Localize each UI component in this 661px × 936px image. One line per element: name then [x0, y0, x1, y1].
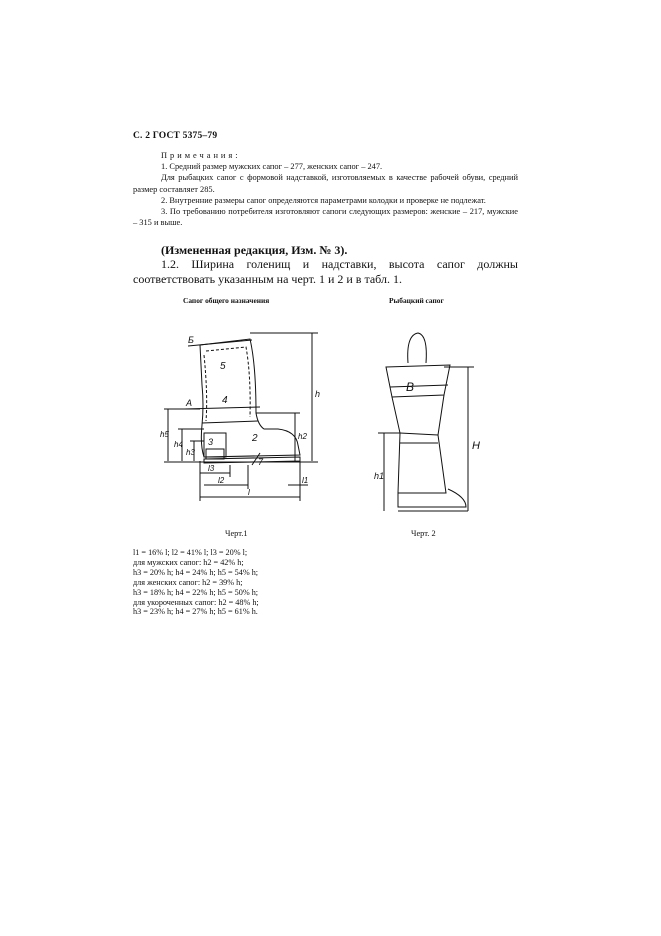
fig1-label-h3: h3 — [186, 448, 195, 457]
fig1-label-h: h — [315, 389, 321, 399]
fig1-label-l2: l2 — [218, 476, 225, 485]
fig1-label-a: А — [186, 398, 193, 408]
fig1-label-h5: h5 — [160, 430, 169, 439]
page-header: С. 2 ГОСТ 5375–79 — [133, 131, 218, 141]
figure1-title: Сапог общего назначения — [183, 296, 270, 305]
formula-block — [133, 548, 393, 617]
fig1-label-3: 3 — [208, 437, 214, 447]
formula-line: для укороченных сапог: h2 = 48% h; — [133, 597, 259, 607]
fig1-label-7: 7 — [258, 457, 264, 467]
figure1-boot-drawing — [160, 325, 330, 510]
formula-line: h3 = 23% h; h4 = 27% h; h5 = 61% h. — [133, 607, 258, 617]
notes-block — [133, 150, 518, 228]
figure2-caption: Черт. 2 — [411, 529, 436, 538]
formula-line: h3 = 20% h; h4 = 24% h; h5 = 54% h; — [133, 567, 259, 577]
fig1-label-h4: h4 — [174, 440, 183, 449]
fig1-label-b: Б — [188, 335, 194, 345]
fig1-label-l: l — [248, 488, 250, 497]
figure2-boot-drawing — [370, 325, 500, 525]
formula-line: l1 = 16% l; l2 = 41% l; l3 = 20% l; — [133, 548, 248, 557]
clause-text: 1.2. Ширина голенищ и надставки, высота сапог должны соответствовать указанным на черт. 1 и 2 и в табл. 1. — [133, 257, 518, 286]
fig1-label-l3: l3 — [208, 464, 215, 473]
formula-line: для мужских сапог: h2 = 42% h; — [133, 557, 244, 567]
amendment-note: (Измененная редакция, Изм. № 3). — [161, 243, 348, 257]
notes-title: Примечания: — [161, 151, 241, 160]
note-item: 2. Внутренние размеры сапог определяются параметрами колодки и проверке не подлежат. — [161, 195, 486, 205]
fig2-label-h1: h1 — [374, 471, 385, 481]
figure1-caption: Черт.1 — [225, 529, 248, 538]
fig1-label-4: 4 — [222, 395, 228, 406]
note-item: 3. По требованию потребителя изготовляют сапоги следующих размеров: женские – 217, мужские – 315 и выше. — [133, 207, 518, 228]
fig2-label-b: В — [406, 380, 415, 394]
formula-line: для женских сапог: h2 = 39% h; — [133, 577, 243, 587]
figure2-title: Рыбацкий сапог — [389, 296, 444, 305]
fig1-label-2: 2 — [252, 433, 258, 444]
note-item: 1. Средний размер мужских сапог – 277, женских сапог – 247. — [161, 162, 383, 172]
formula-line: h3 = 18% h; h4 = 22% h; h5 = 50% h; — [133, 587, 259, 597]
note-item: Для рыбацких сапог с формовой надставкой, изготовляемых в качестве рабочей обуви, средний размер составляет 285. — [133, 173, 518, 194]
fig1-label-l1: l1 — [302, 476, 309, 485]
fig1-label-h2: h2 — [298, 432, 307, 441]
clause-1-2 — [133, 257, 518, 287]
fig1-label-5: 5 — [220, 361, 226, 372]
fig2-label-h-total: H — [472, 440, 480, 452]
